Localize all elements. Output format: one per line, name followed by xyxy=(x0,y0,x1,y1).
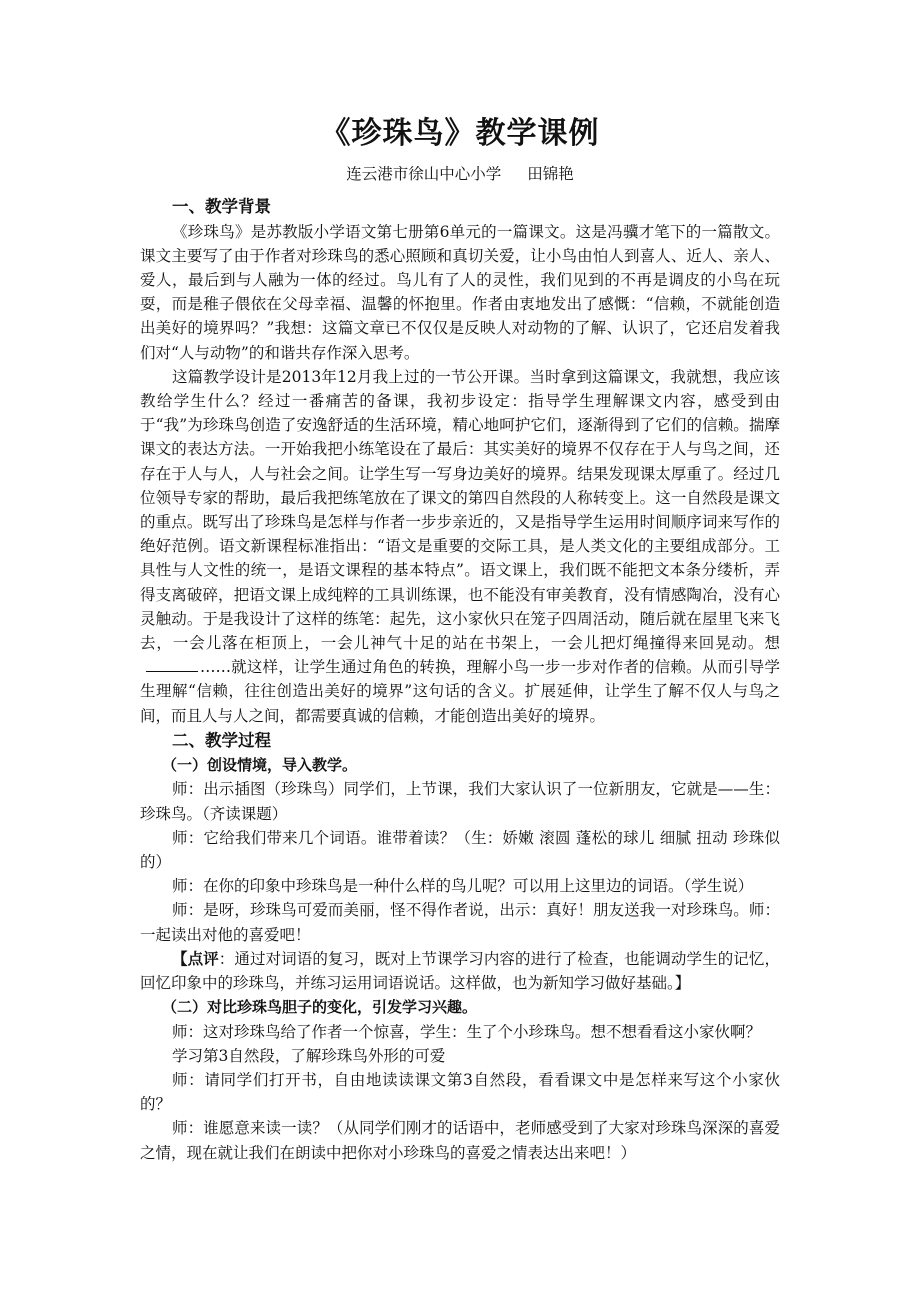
paragraph-background-1: 《珍珠鸟》是苏教版小学语文第七册第6单元的一篇课文。这是冯骥才笔下的一篇散文。课文主要写了由于作者对珍珠鸟的悉心照顾和真切关爱，让小鸟由怕人到喜人、近人、亲人、爱人，最后到与人融为一体的经过。鸟儿有了人的灵性，我们见到的不再是调皮的小鸟在玩耍，而是稚子偎依在父母幸福、温馨的怀抱里。作者由衷地发出了感慨：“信赖，不就能创造出美好的境界吗？”我想：这篇文章已不仅仅是反映人对动物的了解、认识了，它还启发着我们对“人与动物”的和谐共存作深入思考。 xyxy=(140,222,780,362)
comment-text: ：通过对词语的复习，既对上节课学习内容的进行了检查，也能调动学生的记忆，回忆印象中的珍珠鸟，并练习运用词语说话。这样做，也为新知学习做好基础。】 xyxy=(140,949,780,993)
author-school: 连云港市徐山中心小学 xyxy=(346,165,502,183)
paragraph-background-2-part-a: 这篇教学设计是2013年12月我上过的一节公开课。当时拿到这篇课文，我就想，我应该教给学生什么？经过一番痛苦的备课，我初步设定：指导学生理解课文内容，感受到由于“我”为珍珠鸟创造了安逸舒适的生活环境，精心地呵护它们，逐渐得到了它们的信赖。揣摩课文的表达方法。一开始我把小练笔设在了最后：其实美好的境界不仅存在于人与鸟之间，还存在于人与人，人与社会之间。让学生写一写身边美好的境界。结果发现课太厚重了。经过几位领导专家的帮助，最后我把练笔放在了课文的第四自然段的人称转变上。这一自然段是课文的重点。既写出了珍珠鸟是怎样与作者一步步亲近的，又是指导学生运用时间顺序词来写作的绝好范例。语文新课程标准指出：“语文是重要的交际工具，是人类文化的主要组成部分。工具性与人文性的统一，是语文课程的基本特点”。语文课上，我们既不能把文本条分缕析，弄得支离破碎，把语文课上成纯粹的工具训练课，也不能没有审美教育，没有情感陶冶，没有心灵触动。于是我设计了这样的练笔：起先，这小家伙只在笼子四周活动，随后就在屋里飞来飞去，一会儿落在柜顶上，一会儿神气十足的站在书架上，一会儿把灯绳撞得来回晃动。想 xyxy=(140,367,780,652)
author-name: 田锦艳 xyxy=(527,165,574,183)
document-title: 《珍珠鸟》教学课例 xyxy=(320,116,600,151)
dialogue-line: 学习第3自然段，了解珍珠鸟外形的可爱 xyxy=(172,1046,446,1065)
dialogue-line: 师：请同学们打开书，自由地读读课文第3自然段，看看课文中是怎样来写这个小家伙的？ xyxy=(140,1070,780,1114)
subheading-1: （一）创设情境，导入教学。 xyxy=(162,756,358,775)
dialogue-line: 师：是呀，珍珠鸟可爱而美丽，怪不得作者说，出示：真好！朋友送我一对珍珠鸟。师：一起读出对他的喜爱吧！ xyxy=(140,901,780,944)
comment-paragraph xyxy=(140,947,780,995)
dialogue-line: 师：这对珍珠鸟给了作者一个惊喜，学生：生了个小珍珠鸟。想不想看看这小家伙啊？ xyxy=(172,1022,762,1041)
section-heading-process: 二、教学过程 xyxy=(172,730,271,750)
dialogue-line: 师：在你的印象中珍珠鸟是一种什么样的鸟儿呢？可以用上这里边的词语。（学生说） xyxy=(172,877,754,896)
dialogue-line: 师：它给我们带来几个词语。谁带着读？（生：娇嫩 滚圆 蓬松的球儿 细腻 扭动 珍珠似的） xyxy=(140,828,780,872)
document-body xyxy=(140,194,780,1165)
dialogue-line: 师：出示插图（珍珠鸟）同学们，上节课，我们大家认识了一位新朋友，它就是——生：珍珠鸟。（齐读课题） xyxy=(140,780,780,823)
comment-tag: 【点评 xyxy=(172,948,219,968)
subheading-2: （二）对比珍珠鸟胆子的变化，引发学习兴趣。 xyxy=(162,998,478,1017)
paragraph-background-2 xyxy=(140,365,780,728)
section-heading-background: 一、教学背景 xyxy=(172,197,271,216)
fill-in-blank xyxy=(146,657,198,672)
paragraph-background-2-part-b: ……就这样，让学生通过角色的转换，理解小鸟一步一步对作者的信赖。从而引导学生理解“信赖，往往创造出美好的境界”这句话的含义。扩展延伸，让学生了解不仅人与鸟之间，而且人与人之间，都需要真诚的信赖，才能创造出美好的境界。 xyxy=(140,658,780,725)
dialogue-line: 师：谁愿意来读一读？（从同学们刚才的话语中，老师感受到了大家对珍珠鸟深深的喜爱之情，现在就让我们在朗读中把你对小珍珠鸟的喜爱之情表达出来吧！） xyxy=(140,1119,780,1162)
author-line xyxy=(0,163,920,185)
